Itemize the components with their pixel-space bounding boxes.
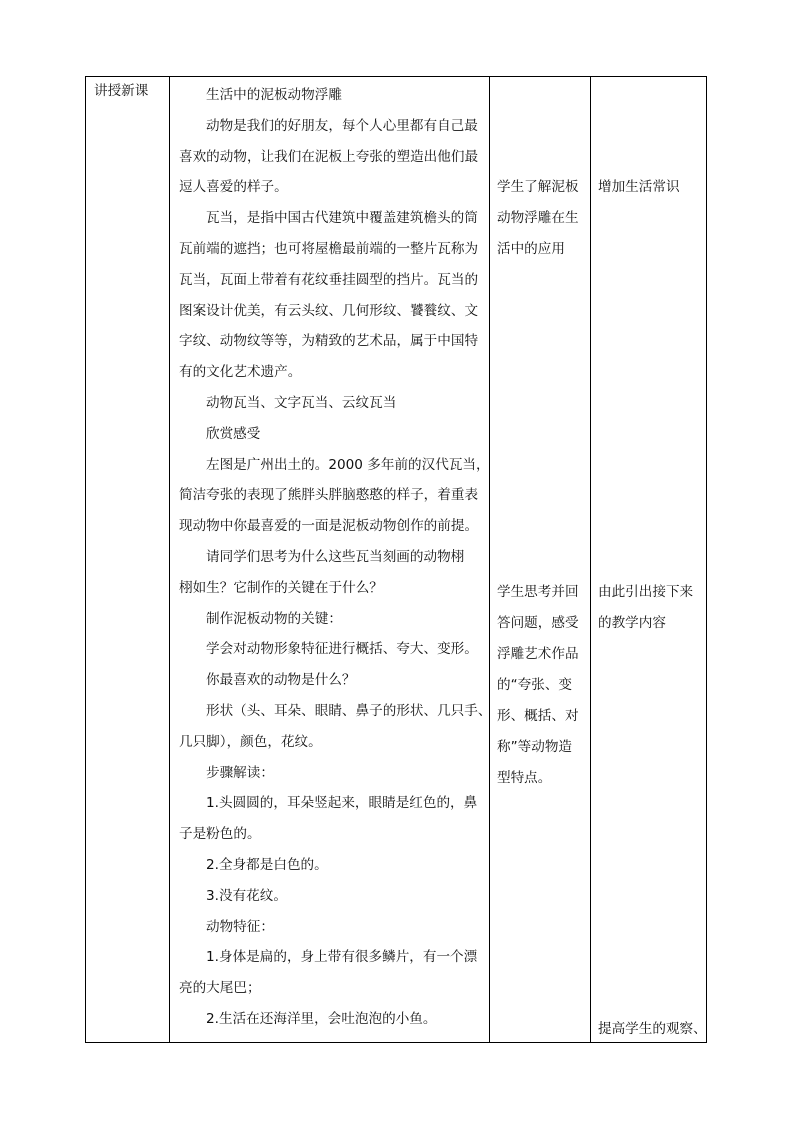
content-paragraph — [179, 850, 481, 881]
text-line: 子是粉色的。 — [179, 826, 261, 843]
text-line: 简洁夸张的表现了熊胖头胖脑憨憨的样子，着重表 — [179, 487, 479, 504]
text-line: 形、概括、对 — [497, 708, 579, 724]
text-line: 答问题，感受 — [497, 615, 579, 631]
text-line: 生活中的泥板动物浮雕 — [206, 87, 342, 103]
content-paragraph — [179, 388, 481, 419]
design-intent-cell — [590, 77, 708, 1042]
section-label: 讲授新课 — [94, 83, 149, 99]
text-line: 学生了解泥板 — [497, 179, 579, 195]
text-line: 请同学们思考为什么这些瓦当刻画的动物栩 — [206, 549, 465, 565]
text-line: 2.全身都是白色的。 — [206, 857, 328, 873]
text-line: 的“夸张、变 — [497, 677, 573, 693]
text-line: 形状（头、耳朵、眼睛、鼻子的形状、几只手、 — [206, 703, 492, 719]
section-cell — [86, 77, 169, 1042]
content-paragraph — [179, 788, 481, 850]
text-line: 瓦前端的遮挡；也可将屋檐最前端的一整片瓦称为 — [179, 240, 479, 257]
design-intent-block — [598, 1014, 707, 1045]
text-line: 有的文化艺术遗产。 — [179, 364, 302, 381]
text-line: 瓦当，瓦面上带着有花纹垂挂圆型的挡片。瓦当的 — [179, 271, 479, 288]
text-line: 学会对动物形象特征进行概括、夸大、变形。 — [206, 641, 478, 658]
content-paragraph — [179, 203, 481, 388]
content-paragraph — [179, 696, 492, 758]
teaching-content-cell — [169, 77, 492, 1042]
content-paragraph — [179, 604, 481, 635]
text-line: 瓦当，是指中国古代建筑中覆盖建筑檐头的筒 — [206, 210, 478, 227]
content-paragraph — [179, 80, 481, 111]
text-line: 动物瓦当、文字瓦当、云纹瓦当 — [206, 395, 397, 411]
text-line: 1.身体是扁的，身上带有很多鳞片，有一个漂 — [206, 949, 478, 966]
student-activity-cell — [489, 77, 590, 1042]
content-paragraph — [179, 1004, 481, 1035]
student-activity-block — [497, 577, 579, 794]
text-line: 浮雕艺术作品 — [497, 646, 579, 662]
content-paragraph — [179, 634, 481, 665]
text-line: 3.没有花纹。 — [206, 887, 287, 904]
content-paragraph — [179, 542, 481, 604]
text-line: 字纹、动物纹等等，为精致的艺术品，属于中国特 — [179, 333, 479, 350]
text-line: 称”等动物造 — [497, 739, 573, 755]
text-line: 左图是广州出土的。2000 多年前的汉代瓦当， — [206, 456, 490, 473]
student-activity-block — [497, 172, 579, 265]
text-line: 喜欢的动物，让我们在泥板上夸张的塑造出他们最 — [179, 148, 479, 165]
content-paragraph — [179, 881, 481, 912]
content-paragraph — [179, 758, 481, 789]
text-line: 欣赏感受 — [206, 425, 261, 442]
text-line: 动物浮雕在生 — [497, 210, 579, 226]
text-line: 你最喜欢的动物是什么？ — [206, 672, 356, 689]
text-line: 步骤解读： — [206, 764, 274, 781]
content-paragraph — [179, 111, 481, 203]
content-paragraph — [179, 912, 481, 943]
text-line: 由此引出接下来 — [598, 584, 694, 600]
content-paragraph — [179, 419, 481, 450]
text-line: 动物是我们的好朋友，每个人心里都有自己最 — [206, 117, 478, 134]
text-line: 型特点。 — [497, 770, 552, 786]
text-line: 1.头圆圆的，耳朵竖起来，眼睛是红色的，鼻 — [206, 795, 478, 812]
text-line: 亮的大尾巴； — [179, 980, 261, 997]
content-paragraph — [179, 450, 490, 542]
text-line: 图案设计优美，有云头纹、几何形纹、饕餮纹、文 — [179, 302, 479, 319]
text-line: 2.生活在还海洋里，会吐泡泡的小鱼。 — [206, 1011, 437, 1027]
content-paragraph — [179, 942, 481, 1004]
text-line: 现动物中你最喜爱的一面是泥板动物创作的前提。 — [179, 518, 479, 535]
content-paragraph — [179, 665, 481, 696]
text-line: 制作泥板动物的关键： — [206, 610, 342, 627]
text-line: 增加生活常识 — [598, 179, 680, 195]
design-intent-block — [598, 172, 680, 203]
lesson-plan-table — [85, 76, 707, 1043]
text-line: 动物特征： — [206, 918, 274, 935]
text-line: 栩如生？它制作的关键在于什么？ — [179, 579, 383, 596]
design-intent-block — [598, 577, 693, 639]
text-line: 提高学生的观察、 — [598, 1021, 707, 1037]
text-line: 活中的应用 — [497, 241, 565, 257]
text-line: 逗人喜爱的样子。 — [179, 179, 288, 196]
text-line: 几只脚），颜色，花纹。 — [179, 733, 322, 750]
text-line: 的教学内容 — [598, 615, 666, 631]
text-line: 学生思考并回 — [497, 584, 579, 600]
